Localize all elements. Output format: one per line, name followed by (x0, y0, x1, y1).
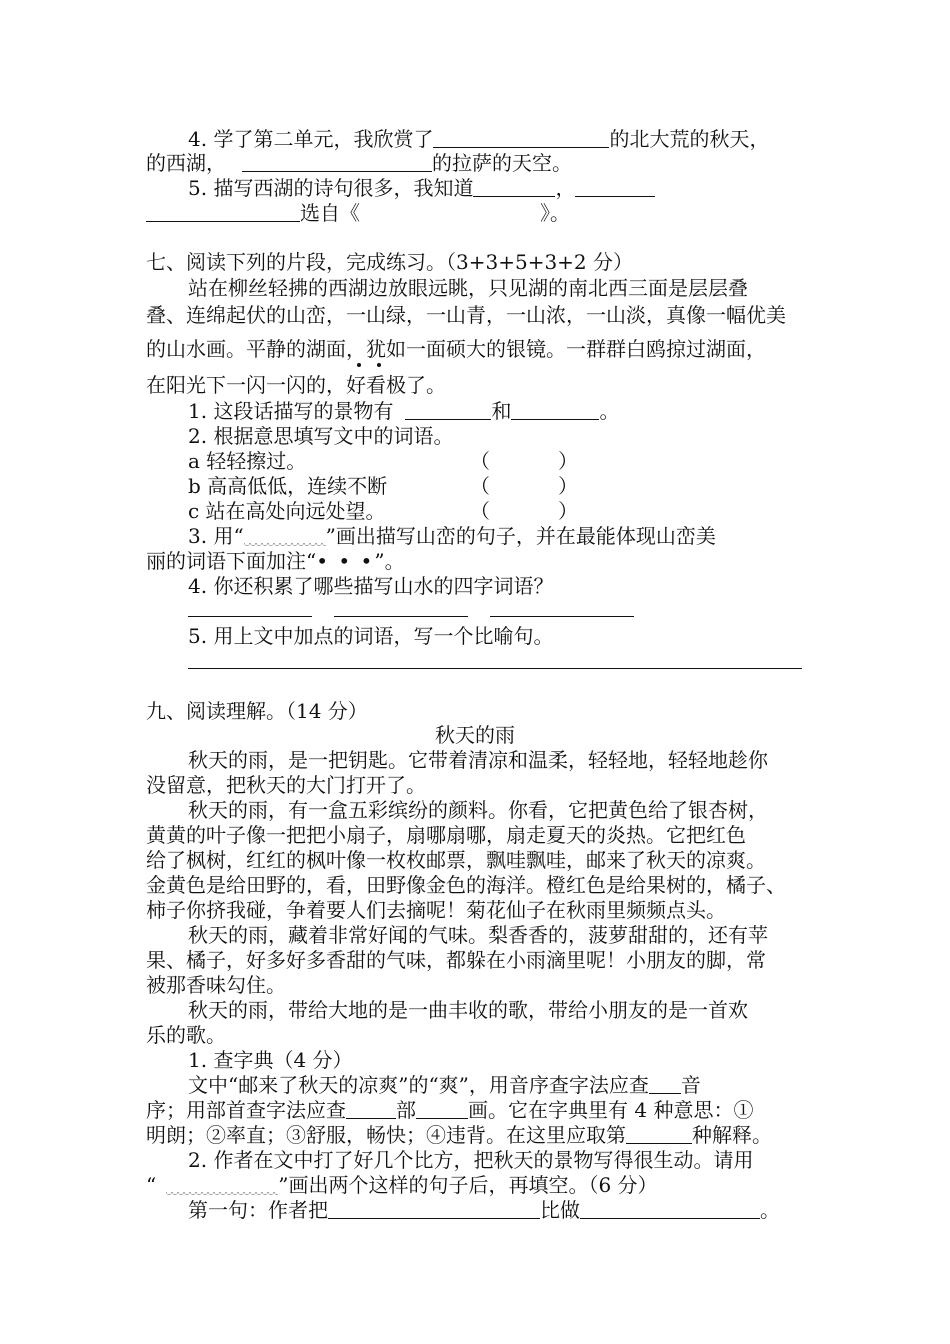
answer-blank[interactable] (649, 1073, 681, 1094)
text: ”画出两个这样的句子后，再填空。（6 分） (278, 1173, 658, 1197)
text: 1. 这段话描写的景物有 (188, 399, 394, 423)
wavy-line-mark (166, 1174, 278, 1196)
q7-passage-line2: 叠、连绵起伏的山峦，一山绿，一山青，一山浓，一山淡，真像一幅优美 (146, 303, 786, 327)
answer-line[interactable] (334, 616, 468, 617)
answer-line[interactable] (188, 616, 312, 617)
q6-item4-line1 (188, 126, 816, 152)
dot-marks: • • • (316, 549, 375, 573)
article-para3-line1: 秋天的雨，藏着非常好闻的气味。梨香香的，菠萝甜甜的，还有苹 (188, 923, 768, 947)
text: 的拉萨的天空。 (432, 151, 572, 175)
q9-task2-answer (188, 1197, 816, 1223)
emphasis-dot (377, 363, 381, 367)
answer-blank[interactable] (346, 1098, 396, 1119)
text: 比做 (540, 1198, 580, 1222)
text: ”。 (374, 549, 405, 573)
text: 第一句：作者把 (188, 1198, 328, 1222)
article-para2-line1: 秋天的雨，有一盒五彩缤纷的颜料。你看，它把黄色给了银杏树， (188, 798, 768, 822)
answer-blank[interactable] (146, 201, 300, 222)
q7-sub5: 5. 用上文中加点的词语，写一个比喻句。 (188, 624, 554, 648)
answer-blank[interactable] (328, 1198, 540, 1219)
text: 》。 (540, 201, 570, 225)
answer-blank[interactable] (626, 1123, 692, 1144)
wavy-line-mark (244, 525, 326, 547)
q6-item5-line1 (188, 175, 816, 201)
q6-item5-line2 (146, 200, 816, 226)
article-para2-line2: 黄黄的叶子像一把把小扇子，扇哪扇哪，扇走夏天的炎热。它把红色 (146, 823, 746, 847)
q9-task1-line3 (146, 1122, 816, 1148)
answer-line[interactable] (490, 616, 634, 617)
text: 选自《 (300, 201, 360, 225)
q9-heading: 九、阅读理解。（14 分） (146, 699, 368, 723)
answer-blank[interactable] (242, 151, 432, 172)
q9-task1-line2 (146, 1097, 816, 1123)
q9-task2-line2 (146, 1172, 816, 1198)
text: 和 (491, 399, 512, 423)
article-para2-line5: 柿子你挤我碰，争着要人们去摘呢！菊花仙子在秋雨里频频点头。 (146, 898, 726, 922)
text: 部 (396, 1098, 416, 1122)
text: “ (146, 1173, 157, 1197)
answer-blank[interactable] (473, 176, 555, 197)
text: 。 (760, 1198, 780, 1222)
text: 。 (599, 399, 620, 423)
q7-passage-line3: 的山水画。平静的湖面，犹如一面硕大的银镜。一群群白鸥掠过湖面， (146, 337, 766, 361)
text: a 轻轻擦过。 (188, 449, 307, 473)
article-para3-line3: 被那香味勾住。 (146, 973, 286, 997)
q9-task2: 2. 作者在文中打了好几个比方，把秋天的景物写得很生动。请用 (188, 1148, 754, 1172)
q7-sub3-line2 (146, 548, 816, 574)
answer-line[interactable] (188, 668, 802, 669)
q7-heading: 七、阅读下列的片段，完成练习。（3+3+5+3+2 分） (146, 250, 634, 274)
answer-blank[interactable] (433, 127, 609, 148)
article-para2-line3: 给了枫树，红红的枫叶像一枚枚邮票，飘哇飘哇，邮来了秋天的凉爽。 (146, 848, 766, 872)
text: 画。它在字典里有 4 种意思：① (468, 1098, 754, 1122)
q7-sub3-line1 (188, 523, 816, 549)
article-para3-line2: 果、橘子，好多好多香甜的气味，都躲在小雨滴里呢！小朋友的脚，常 (146, 948, 766, 972)
article-para4-line2: 乐的歌。 (146, 1023, 226, 1047)
q9-task1-line1 (188, 1072, 816, 1098)
q6-item4-line2 (146, 150, 816, 176)
q7-sub1 (188, 398, 816, 424)
answer-blank[interactable] (416, 1098, 468, 1119)
q9-task1: 1. 查字典（4 分） (188, 1048, 353, 1072)
text: 明朗；②率直；③舒服，畅快；④违背。在这里应取第 (146, 1123, 626, 1147)
answer-blank[interactable] (405, 399, 491, 420)
answer-paren[interactable]: （ ） (470, 449, 578, 473)
q7-sub4: 4. 你还积累了哪些描写山水的四字词语？ (188, 574, 554, 598)
answer-blank[interactable] (511, 399, 599, 420)
q7-sub2: 2. 根据意思填写文中的词语。 (188, 424, 454, 448)
article-para1-line1: 秋天的雨，是一把钥匙。它带着清凉和温柔，轻轻地，轻轻地趁你 (188, 748, 768, 772)
answer-blank[interactable] (580, 1198, 760, 1219)
text: 文中“邮来了秋天的凉爽”的“爽”，用音序查字法应查 (188, 1073, 649, 1097)
text: ， (555, 176, 576, 200)
text: 3. 用“ (188, 524, 244, 548)
text: b 高高低低，连续不断 (188, 474, 388, 498)
text: 序；用部首查字法应查 (146, 1098, 346, 1122)
q7-passage-line4: 在阳光下一闪一闪的，好看极了。 (146, 373, 446, 397)
text: 4. 学了第二单元，我欣赏了 (188, 127, 434, 151)
article-para1-line2: 没留意，把秋天的大门打开了。 (146, 773, 426, 797)
article-title: 秋天的雨 (435, 723, 515, 747)
text: 丽的词语下面加注“ (146, 549, 317, 573)
text: 的西湖， (146, 151, 226, 175)
text: 音 (680, 1073, 701, 1097)
text: 种解释。 (692, 1123, 772, 1147)
article-para2-line4: 金黄色是给田野的，看，田野像金色的海洋。橙红色是给果树的，橘子、 (146, 873, 786, 897)
text: c 站在高处向远处望。 (188, 499, 386, 523)
article-para4-line1: 秋天的雨，带给大地的是一曲丰收的歌，带给小朋友的是一首欢 (188, 998, 748, 1022)
text: ”画出描写山峦的句子，并在最能体现山峦美 (325, 524, 716, 548)
answer-paren[interactable]: （ ） (470, 499, 578, 523)
text: 的北大荒的秋天， (609, 127, 770, 151)
answer-paren[interactable]: （ ） (470, 474, 578, 498)
emphasis-dot (357, 363, 361, 367)
text: 5. 描写西湖的诗句很多，我知道 (188, 176, 474, 200)
q7-passage-line1: 站在柳丝轻拂的西湖边放眼远眺，只见湖的南北西三面是层层叠 (188, 276, 748, 300)
answer-blank[interactable] (575, 176, 655, 197)
